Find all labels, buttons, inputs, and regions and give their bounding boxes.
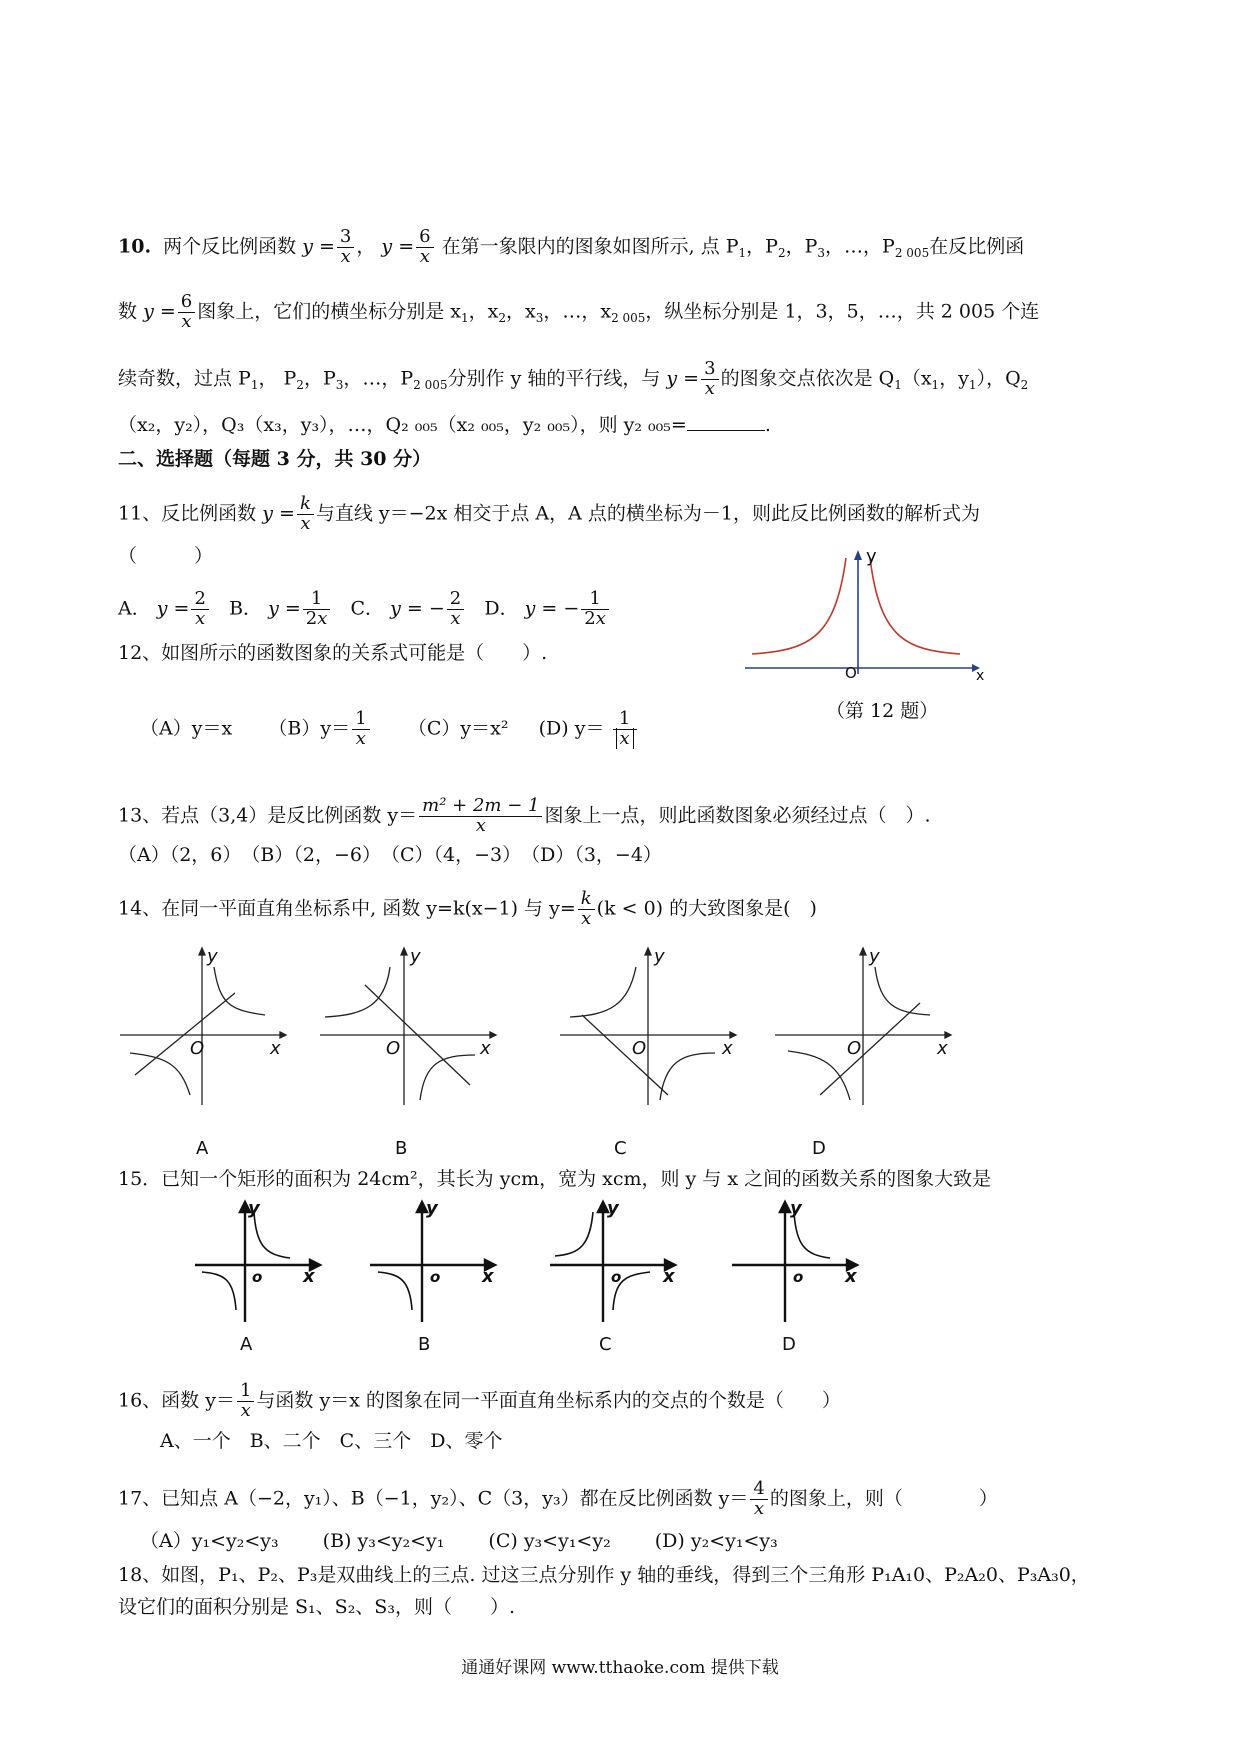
q10-line2: 数 y = $\frac{6}{x}$ 图象上，它们的横坐标分别是 $x_1$，$x_2$，$x_3$，…，$x_{2 005}$，纵坐标分别是 1，3，5，…，共 2 005 个连 [118,291,1040,332]
q14-label-a: A [196,1138,209,1159]
q11-paren: （ ） [118,545,214,567]
q11-line1: 11、反比例函数 y = $\frac{k}{x}$ 与直线 y＝−2x 相交于点 A，A 点的横坐标为－1，则此反比例函数的解析式为 [118,493,981,534]
q15-graphs [190,1200,890,1325]
q15-question: 15．已知一个矩形的面积为 24cm²，其长为 ycm，宽为 xcm，则 y 与 x 之间的函数关系的图象大致是 [118,1168,992,1190]
q13-options: （A）（2，6） （B）（2，−6） （C）（4，−3） （D）（3，−4） [118,844,662,866]
q18-line1: 18、如图，P₁、P₂、P₃是双曲线上的三点. 过这三点分别作 y 轴的垂线，得到三个三角形 P₁A₁0、P₂A₂0、P₃A₃0， [118,1564,1090,1586]
q12-options: （A）y＝x （B）y＝ $\frac{1}{x}$ （C）y＝x² (D) y＝ $\frac{1}{x}$ [140,710,639,749]
q15-label-a: A [240,1334,253,1355]
q10-line3: 续奇数，过点 $P_1$， $P_2$，$P_3$，…，$P_{2 005}$分别作 y 轴的平行线，与 y = $\frac{3}{x}$ 的图象交点依次是 $Q_1(x_1$，$y_1$），$Q_2$ [118,358,1029,399]
q10-line4: （x₂，y₂），Q₃（x₃，y₃），…，Q₂ ₀₀₅（x₂ ₀₀₅，y₂ ₀₀₅），则 y₂ ₀₀₅= . [118,414,771,436]
q14-question: 14、在同一平面直角坐标系中, 函数 y=k(x−1) 与 y= $\frac{k}{x}$ (k < 0) 的大致图象是( ) [118,888,817,929]
q17-options: （A）y₁<y₂<y₃ (B) y₃<y₂<y₁ (C) y₃<y₁<y₂ (D) y₂<y₁<y₃ [140,1530,778,1552]
q16-options: A、一个 B、二个 C、三个 D、零个 [160,1430,503,1452]
q10-line1: 10. 两个反比例函数 y = $\frac{3}{x}$ ， y = $\frac{6}{x}$ 在第一象限内的图象如图所示, 点 $P_1$，$P_2$，$P_3$，…，$P_{2 005}$在反比例函 [118,226,1025,267]
q12-question: 12、如图所示的函数图象的关系式可能是（ ）. [118,642,548,664]
q14-label-d: D [812,1138,826,1159]
q11-options: A． y = $\frac{2}{x}$ B． y = $\frac{1}{2x}$ C． y = − $\frac{2}{x}$ D． y = − $\frac{1}{2x}$ [118,590,611,629]
page-footer: 通通好课网 www.tthaoke.com 提供下载 [461,1658,779,1678]
q17-question: 17、已知点 A（−2，y₁）、B（−1，y₂）、C（3，y₃）都在反比例函数 y＝ $\frac{4}{x}$ 的图象上，则（ ） [118,1478,998,1519]
q15-label-d: D [782,1334,796,1355]
q12-caption: （第 12 题） [826,700,939,722]
q14-graphs [120,945,1120,1115]
q15-label-c: C [599,1334,612,1355]
q16-question: 16、函数 y＝ $\frac{1}{x}$ 与函数 y＝x 的图象在同一平面直角坐标系内的交点的个数是（ ） [118,1380,841,1421]
q18-line2: 设它们的面积分别是 S₁、S₂、S₃，则（ ）. [118,1596,515,1618]
q14-label-c: C [614,1138,627,1159]
document-page: 10. 两个反比例函数 y = $\frac{3}{x}$ ， y = $\frac{6}{x}$ 在第一象限内的图象如图所示, 点 $P_1$，$P_2$，$P_3$，…，$P_{2 005}$在反比例函 数 y = $\frac{6}{x}$ 图象上，它们的横坐标分别是 $x_1$，$x_2$，$x_3$，…，$x_{2 005}$，纵坐标分别是 1，3，5，…，共 2 005 个连 续奇数，过点 $P_1$， $P_2$，$P_3$，…，$P_{2 005}$分别作 y 轴的平行线，与 y = $\frac{3}{x}$ 的图象交点依次是 $Q_1(x_1$，$y_1$），$Q_2$ （x₂，y₂），Q₃（x₃，y₃），…，Q₂ ₀₀₅（x₂ ₀₀₅，y₂ ₀₀₅），则 y₂ ₀₀₅= . 二、选择题（每题 3 分，共 30 分） 11、反比例函数 y = $\frac{k}{x}$ 与直线 y＝−2x 相交于点 A，A 点的横坐标为－1，则此反比例函数的解析式为 （ ） A． y = $\frac{2}{x}$ B． y = $\frac{1}{2x}$ C． y = − $\frac{2}{x}$ D． y = − $\frac{1}{2x}$ y x O （第 12 题） 12、如图所示的函数图象的关系式可能是（ ）. （A）y＝x （B）y＝ $\frac{1}{x}$ （C）y＝x² (D) y＝ $\frac{1}{x}$ 13、若点（3,4）是反比例函数 y＝ $\frac{\text{m² + 2m − 1}}{x}$ 图象上一点，则此函数图象必须经过点（ ）. （A）（2，6） （B）（2，−6） （C）（4，−3） （D）（3，−4） 14、在同一平面直角坐标系中, 函数 y=k(x−1) 与 y= $\frac{k}{x}$ (k < 0) 的大致图象是( ) y y y y O O O O x x x x A B C D 15．已知一个矩形的面积为 24cm²，其长为 ycm，宽为 xcm，则 y 与 x 之间的函数关系的图象大致是 y y y y o o o o x x x x A B C D 16、函数 y＝ $\frac{1}{x}$ 与函数 y＝x 的图象在同一平面直角坐标系内的交点的个数是（ ） A、一个 B、二个 C、三个 D、零个 17、已知点 A（−2，y₁）、B（−1，y₂）、C（3，y₃）都在反比例函数 y＝ $\frac{4}{x}$ 的图象上，则（ ） （A）y₁<y₂<y₃ (B) y₃<y₂<y₁ (C) y₃<y₁<y₂ (D) y₂<y₁<y₃ 18、如图，P₁、P₂、P₃是双曲线上的三点. 过这三点分别作 y 轴的垂线，得到三个三角形 P₁A₁0、P₂A₂0、P₃A₃0， 设它们的面积分别是 S₁、S₂、S₃，则（ ）. 通通好课网 www.tthaoke.com 提供下载 [0,0,1240,1754]
q13-question: 13、若点（3,4）是反比例函数 y＝ $\frac{\text{m² + 2m − 1}}{x}$ 图象上一点，则此函数图象必须经过点（ ）. [118,795,931,836]
q12-figure [740,548,985,678]
q15-label-b: B [418,1334,431,1355]
section-2-title: 二、选择题（每题 3 分，共 30 分） [118,448,432,470]
q14-label-b: B [395,1138,408,1159]
answer-blank [687,412,765,431]
